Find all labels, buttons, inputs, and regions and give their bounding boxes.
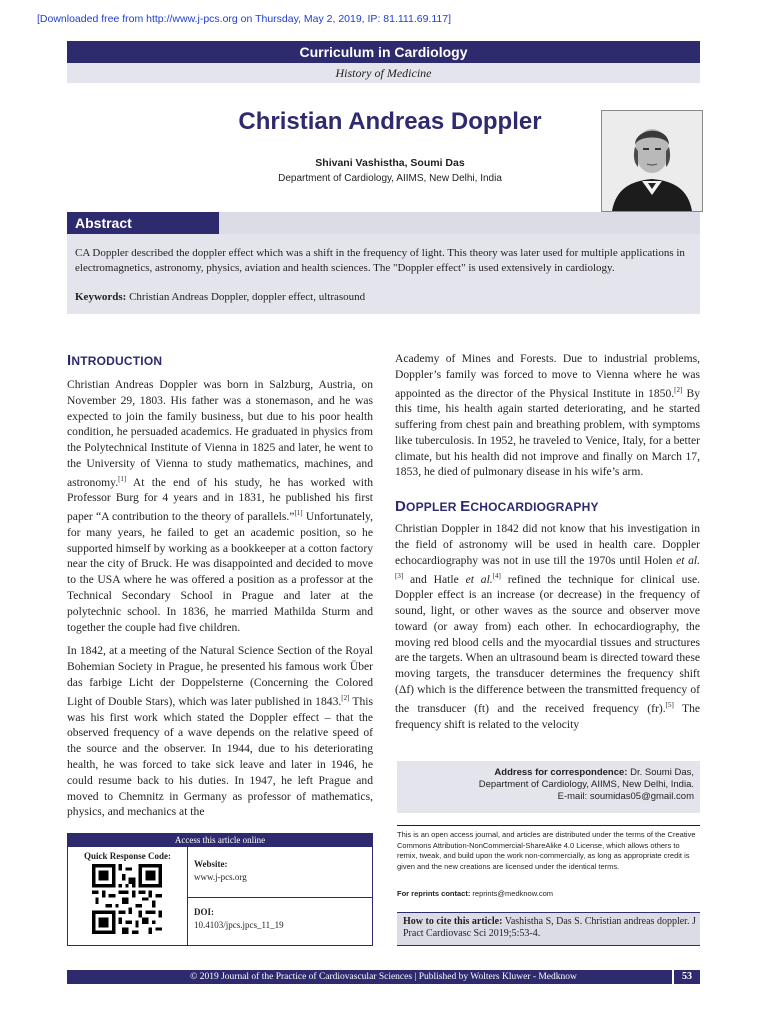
journal-section-banner: Curriculum in Cardiology <box>67 41 700 63</box>
qr-code-image[interactable] <box>92 864 162 934</box>
license-text: This is an open access journal, and articles are distributed under the terms of the Creative Commons Attribution-NonCommercial-ShareAlike 4.0 License, which allows others to remix, tweak, and build upon the work non-commercially, as long as appropriate credit is given and the new creations are licensed under the identical terms. <box>397 830 696 871</box>
article-title: Christian Andreas Doppler <box>238 108 542 135</box>
intro-paragraph-1: Christian Andreas Doppler was born in Salzburg, Austria, on November 29, 1803. His father was a stonemason, and he was expected to join the family business, but due to his poor health condition, he persuaded academics. He graduated in physics from the Polytechnical Institute of Vienna in 1825 and later, he went to the University of Vienna to study mathematics, machines, and astronomy.[1] At the end of his study, he has worked with Professor Burg for 4 years and in 1831, he published his first paper “A contribution to the theory of parallels.”[1] Unfortunately, for many years, he failed to get an academic position, so he supported himself by working as a bookkeeper at a cotton factory near the city of Bruck. He was disappointed and decided to move to the USA where he was offered a position as a professor at the Technical Secondary School in Prague and later at the polytechnic school. In 1836, he married Mathilda Sturm and together the couple had five children. <box>67 378 374 634</box>
doppler-portrait-image <box>601 110 703 212</box>
abstract-heading: Abstract <box>67 212 219 234</box>
intro-paragraph-2: In 1842, at a meeting of the Natural Science Section of the Royal Bohemian Society in Prague, he presented his famous work Über das farbige Licht der Doppelsterne (Concerning the Colored Light of Double Stars), which was later published in 1843.[2] This was his first work which stated the Doppler effect – that the observed frequency of a wave depends on the relative speed of the source and the observer. In 1944, due to his deteriorating health, he was forced to take sick leave and later in 1946, he could resume back to his duties. In 1947, he left Prague and moved to Chemnitz in Germany as professor of mathematics, physics, and mechanics at the <box>67 644 373 819</box>
access-divider-horizontal <box>187 897 373 898</box>
website-label: Website: <box>194 859 228 869</box>
website-link[interactable]: www.j-pcs.org <box>194 872 247 882</box>
article-category: History of Medicine <box>67 63 700 83</box>
abstract-text: CA Doppler described the doppler effect which was a shift in the frequency of light. This theory was later used for multiple applications in electromagnetics, astronomy, physics, aviation and health sciences. The "Doppler effect" is used extensively in cardiology. <box>75 247 685 274</box>
right-paragraph-1: Academy of Mines and Forests. Due to industrial problems, Doppler’s family was forced to move to Vienna where he was appointed as the director of the Physical Institute in 1850.[2] By this time, his health again started deteriorating, and he started suffering from chest pain and breathing problem, with symptoms like tuberculosis. In 1952, he traveled to Venice, Italy, for a better climate, but his health did not improve and finally on March 17, 1853, he died of pulmonary disease in his wife’s arm. <box>395 352 700 479</box>
keywords-text: Christian Andreas Doppler, doppler effect, ultrasound <box>129 291 366 303</box>
introduction-heading: INTRODUCTION <box>67 352 163 369</box>
download-note: [Downloaded free from http://www.j-pcs.org on Thursday, May 2, 2019, IP: 81.111.69.117] <box>37 13 452 25</box>
correspondence-text: Address for correspondence: Dr. Soumi Das, Department of Cardiology, AIIMS, New Delhi, India. E-mail: soumidas05@gmail.com <box>478 767 694 802</box>
doi-label: DOI: <box>194 907 214 917</box>
license-rule <box>397 825 700 826</box>
access-online-heading: Access this article online <box>67 833 373 847</box>
article-affiliation: Department of Cardiology, AIIMS, New Delhi, India <box>278 173 502 184</box>
right-column <box>395 351 700 740</box>
abstract-heading-bar <box>219 212 700 234</box>
page-number: 53 <box>672 970 700 984</box>
left-column <box>67 352 373 828</box>
keywords <box>75 291 692 303</box>
qr-code-label: Quick Response Code: <box>84 851 172 861</box>
doi-link[interactable]: 10.4103/jpcs.jpcs_11_19 <box>194 920 284 930</box>
citation-text: How to cite this article: Vashistha S, Das S. Christian andreas doppler. J Pract Cardiovasc Sci 2019;5:53-4. <box>403 916 696 939</box>
footer-copyright: © 2019 Journal of the Practice of Cardiovascular Sciences | Published by Wolters Kluwer - Medknow <box>190 972 577 982</box>
article-authors: Shivani Vashistha, Soumi Das <box>315 157 465 169</box>
doppler-echo-heading: DOPPLER ECHOCARDIOGRAPHY <box>395 498 599 516</box>
echo-paragraph: Christian Doppler in 1842 did not know that his investigation in the field of astronomy will be used in health care. Doppler echocardiography was not in use till the 1970s until Holen et al.[3] and Hatle et al.[4] refined the technique for clinical use. Doppler effect is an increase (or decrease) in the frequency of sound, light, or other waves as the source and observer move toward (or away from) each other. In echocardiography, the moving red blood cells and the myocardial tissues and structures are the targets. When an ultrasound beam is directed toward these moving targets, the transducer determines the frequency shift (Δf) which is the difference between the transmitted frequency of the transducer (ft) and the received frequency (fr).[5] The frequency shift is related to the velocity <box>395 522 701 731</box>
reprints-contact: For reprints contact: reprints@medknow.com <box>397 889 553 898</box>
keywords-label: Keywords: <box>75 291 127 303</box>
